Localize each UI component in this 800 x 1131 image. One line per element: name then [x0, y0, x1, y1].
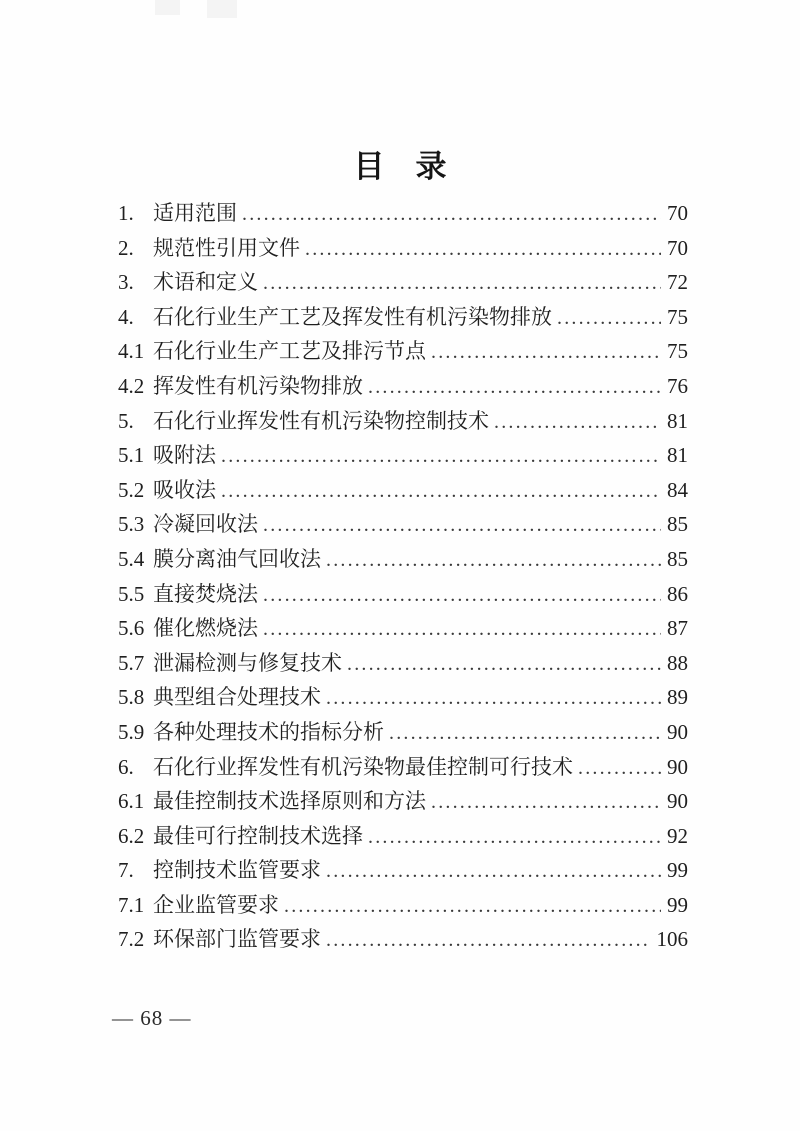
toc-entry: [118, 716, 688, 751]
toc-entry: [118, 508, 688, 543]
toc-entry: [118, 889, 688, 924]
dot-leader: [557, 301, 661, 336]
toc-entry: [118, 647, 688, 682]
toc-entry-label: 最佳可行控制技术选择: [153, 823, 363, 848]
toc-entry-page: 81: [667, 408, 688, 433]
toc-entry: [118, 405, 688, 440]
toc-entry-number: 1.: [118, 201, 134, 225]
toc-entry-label: 石化行业挥发性有机污染物控制技术: [153, 408, 489, 433]
toc-entry-number: 7.: [118, 858, 134, 883]
toc-entry-label: 最佳控制技术选择原则和方法: [153, 789, 426, 814]
toc-entry-number: 5.7: [118, 650, 145, 675]
toc-entry-page: 85: [667, 512, 688, 537]
toc-entry-page: 87: [667, 616, 688, 641]
toc-entry: [118, 543, 688, 578]
toc-entry-number: 5.9: [118, 719, 145, 744]
toc-entry-page: 81: [667, 443, 688, 468]
toc-entry: [118, 232, 688, 267]
toc-entry: [118, 370, 688, 405]
toc-entry-number: 6.1: [118, 789, 145, 814]
dot-leader: [263, 508, 661, 543]
toc-entry-label: 典型组合处理技术: [153, 685, 321, 710]
toc-entry-label: 石化行业生产工艺及排污节点: [153, 339, 426, 364]
toc-entry-label: 吸附法: [153, 443, 216, 468]
dot-leader: [284, 889, 661, 924]
toc-entry-label: 石化行业挥发性有机污染物最佳控制可行技术: [153, 754, 573, 779]
page-title: 目 录: [353, 149, 447, 184]
toc-entry-number: 5.5: [118, 581, 145, 606]
dot-leader: [389, 716, 661, 751]
toc-entry-page: 99: [667, 892, 688, 917]
toc-entry-page: 85: [667, 546, 688, 571]
dot-leader: [242, 197, 661, 232]
toc-entry-page: 89: [667, 685, 688, 710]
toc-entry-label: 直接焚烧法: [153, 581, 258, 606]
toc-entry: [118, 785, 688, 820]
dot-leader: [347, 647, 661, 682]
toc-entry-number: 6.2: [118, 823, 145, 848]
toc-entry-page: 90: [667, 789, 688, 814]
toc-entry-label: 环保部门监管要求: [153, 927, 321, 952]
page-footer: [112, 1006, 192, 1031]
toc-entry-number: 5.4: [118, 546, 145, 571]
table-of-contents: [118, 197, 688, 958]
toc-entry: [118, 923, 688, 958]
dot-leader: [578, 751, 661, 786]
toc-entry-page: 106: [656, 927, 688, 952]
dot-leader: [431, 785, 661, 820]
toc-entry: [118, 335, 688, 370]
toc-entry-number: 2.: [118, 235, 134, 260]
footer-page-number: — 68 —: [112, 1006, 192, 1030]
dot-leader: [494, 405, 661, 440]
dot-leader: [221, 439, 661, 474]
toc-entry-page: 99: [667, 858, 688, 883]
toc-entry-page: 90: [667, 754, 688, 779]
toc-entry-label: 吸收法: [153, 477, 216, 502]
toc-entry-label: 规范性引用文件: [153, 235, 300, 260]
toc-entry-page: 86: [667, 581, 688, 606]
dot-leader: [326, 923, 651, 958]
dot-leader: [326, 543, 661, 578]
toc-entry-number: 4.2: [118, 373, 145, 398]
dot-leader: [368, 370, 661, 405]
toc-entry-page: 92: [667, 823, 688, 848]
toc-entry-number: 6.: [118, 754, 134, 779]
scan-artifact: [207, 0, 237, 18]
toc-entry: [118, 439, 688, 474]
toc-entry-label: 术语和定义: [153, 270, 258, 295]
toc-entry: [118, 612, 688, 647]
toc-entry: [118, 474, 688, 509]
toc-entry-number: 7.1: [118, 892, 145, 917]
dot-leader: [263, 266, 661, 301]
toc-entry-page: 72: [667, 270, 688, 295]
toc-entry-page: 70: [667, 235, 688, 260]
scan-artifact: [155, 0, 180, 15]
toc-entry-number: 5.3: [118, 512, 145, 537]
toc-entry-page: 90: [667, 719, 688, 744]
toc-entry: [118, 854, 688, 889]
toc-entry-number: 5.: [118, 408, 134, 433]
toc-entry-number: 4.: [118, 304, 134, 329]
toc-entry-label: 膜分离油气回收法: [153, 546, 321, 571]
dot-leader: [368, 820, 661, 855]
toc-entry: [118, 266, 688, 301]
toc-entry-label: 催化燃烧法: [153, 616, 258, 641]
dot-leader: [326, 681, 661, 716]
toc-entry-number: 3.: [118, 270, 134, 295]
toc-entry-page: 70: [667, 201, 688, 225]
toc-entry-label: 控制技术监管要求: [153, 858, 321, 883]
toc-entry-number: 5.2: [118, 477, 145, 502]
toc-entry: [118, 301, 688, 336]
toc-entry: [118, 197, 688, 232]
toc-entry-number: 7.2: [118, 927, 145, 952]
toc-entry-number: 4.1: [118, 339, 145, 364]
dot-leader: [263, 612, 661, 647]
dot-leader: [221, 474, 661, 509]
toc-entry-number: 5.8: [118, 685, 145, 710]
toc-entry-number: 5.1: [118, 443, 145, 468]
dot-leader: [305, 232, 661, 267]
toc-entry-label: 冷凝回收法: [153, 512, 258, 537]
toc-entry-page: 75: [667, 304, 688, 329]
toc-entry: [118, 578, 688, 613]
toc-entry-page: 75: [667, 339, 688, 364]
toc-entry-number: 5.6: [118, 616, 145, 641]
toc-entry-page: 88: [667, 650, 688, 675]
toc-entry-label: 企业监管要求: [153, 892, 279, 917]
toc-entry: [118, 820, 688, 855]
toc-entry-label: 泄漏检测与修复技术: [153, 650, 342, 675]
dot-leader: [263, 578, 661, 613]
toc-entry-page: 76: [667, 373, 688, 398]
toc-entry-label: 石化行业生产工艺及挥发性有机污染物排放: [153, 304, 552, 329]
toc-entry: [118, 751, 688, 786]
toc-entry: [118, 681, 688, 716]
toc-entry-label: 挥发性有机污染物排放: [153, 373, 363, 398]
toc-entry-label: 适用范围: [153, 201, 237, 225]
toc-entry-label: 各种处理技术的指标分析: [153, 719, 384, 744]
toc-entry-page: 84: [667, 477, 688, 502]
dot-leader: [431, 335, 661, 370]
dot-leader: [326, 854, 661, 889]
